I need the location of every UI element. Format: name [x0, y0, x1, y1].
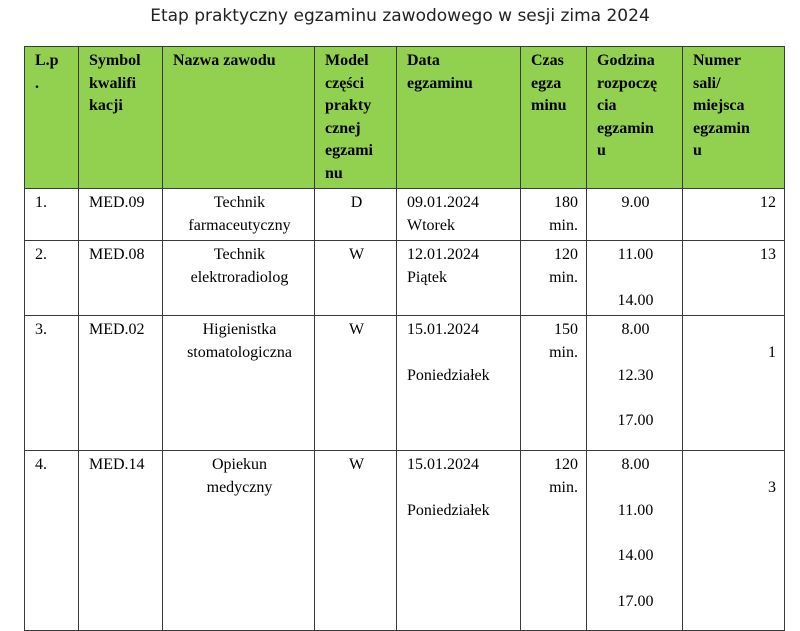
cell-czas: 120 min. [521, 241, 587, 316]
cell-czas: 150 min. [521, 316, 587, 451]
cell-symbol: MED.08 [79, 241, 163, 316]
table-row [25, 241, 785, 316]
header-row [25, 47, 785, 189]
cell-czas: 120 min. [521, 451, 587, 631]
table-row [25, 316, 785, 451]
header-sala: Numer sali/ miejsca egzamin u [683, 47, 785, 189]
header-czas: Czas egza minu [521, 47, 587, 189]
cell-symbol: MED.14 [79, 451, 163, 631]
page-title: Etap praktyczny egzaminu zawodowego w sesji zima 2024 [150, 6, 650, 26]
header-zawod: Nazwa zawodu [163, 47, 315, 189]
cell-symbol: MED.02 [79, 316, 163, 451]
cell-sala: 13 [683, 241, 785, 316]
header-godzina: Godzina rozpoczę cia egzamin u [587, 47, 683, 189]
cell-godzina: 11.00 14.00 [587, 241, 683, 316]
header-model: Model części prakty cznej egzami nu [315, 47, 397, 189]
cell-model: W [315, 241, 397, 316]
exam-schedule-table [24, 46, 785, 631]
cell-zawod: Opiekun medyczny [163, 451, 315, 631]
cell-sala: 1 [683, 316, 785, 451]
cell-zawod: Higienistka stomatologiczna [163, 316, 315, 451]
table-row [25, 189, 785, 241]
header-symbol: Symbol kwalifi kacji [79, 47, 163, 189]
header-lp: L.p . [25, 47, 79, 189]
cell-lp: 2. [25, 241, 79, 316]
cell-lp: 1. [25, 189, 79, 241]
cell-data: 12.01.2024 Piątek [397, 241, 521, 316]
cell-zawod: Technik elektroradiolog [163, 241, 315, 316]
cell-godzina: 9.00 [587, 189, 683, 241]
cell-lp: 3. [25, 316, 79, 451]
cell-godzina: 8.00 12.30 17.00 [587, 316, 683, 451]
cell-zawod: Technik farmaceutyczny [163, 189, 315, 241]
cell-czas: 180 min. [521, 189, 587, 241]
header-data: Data egzaminu [397, 47, 521, 189]
table-row [25, 451, 785, 631]
cell-sala: 12 [683, 189, 785, 241]
cell-data: 09.01.2024 Wtorek [397, 189, 521, 241]
cell-symbol: MED.09 [79, 189, 163, 241]
cell-lp: 4. [25, 451, 79, 631]
cell-model: D [315, 189, 397, 241]
cell-sala: 3 [683, 451, 785, 631]
cell-godzina: 8.00 11.00 14.00 17.00 [587, 451, 683, 631]
cell-model: W [315, 451, 397, 631]
cell-data: 15.01.2024 Poniedziałek [397, 451, 521, 631]
cell-data: 15.01.2024 Poniedziałek [397, 316, 521, 451]
cell-model: W [315, 316, 397, 451]
